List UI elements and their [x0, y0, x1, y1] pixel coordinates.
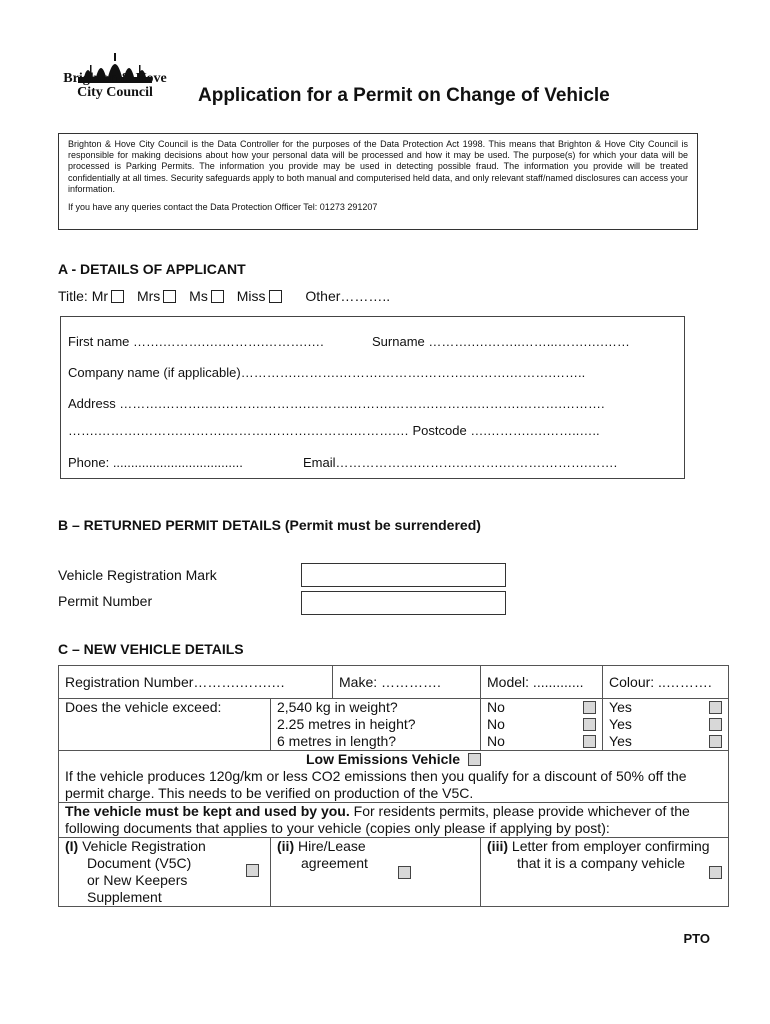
exceed-no-column [481, 699, 603, 751]
title-options [58, 288, 390, 304]
height-no-label: No [487, 716, 505, 732]
low-emissions-label: Low Emissions Vehicle [305, 751, 461, 767]
document-hire-lease [271, 838, 481, 907]
documents-row [59, 838, 729, 907]
length-yes-checkbox[interactable] [709, 735, 722, 748]
no-option [487, 699, 602, 716]
data-protection-notice [58, 133, 698, 230]
miss-checkbox[interactable] [269, 290, 282, 303]
permit-number-label: Permit Number [58, 593, 153, 609]
ms-checkbox[interactable] [211, 290, 224, 303]
height-question: 2.25 metres in height? [277, 716, 416, 732]
address-postcode-field[interactable]: …….……….……….……….……….……….……….……….… Postcode ….……….….……..….. [68, 423, 600, 438]
page-title: Application for a Permit on Change of Vehicle [198, 85, 610, 106]
new-vehicle-table [58, 665, 729, 907]
mrs-checkbox[interactable] [163, 290, 176, 303]
doc3-line2: that it is a company vehicle [517, 855, 686, 871]
length-question: 6 metres in length? [277, 733, 397, 749]
permit-number-input[interactable] [301, 591, 506, 615]
yes-option [609, 716, 722, 733]
doc1-line1: Vehicle Registration [78, 838, 206, 854]
kept-row [59, 803, 729, 838]
doc2-number: (ii) [277, 838, 295, 854]
council-name-line2: City Council [77, 85, 153, 100]
title-mrs-label: Mrs [136, 288, 161, 304]
section-c-heading: C – NEW VEHICLE DETAILS [58, 641, 244, 657]
doc2-line1: Hire/Lease [294, 838, 366, 854]
mr-checkbox[interactable] [111, 290, 124, 303]
doc1-line2: Document (V5C) [87, 855, 192, 871]
notice-paragraph-1: Brighton & Hove City Council is the Data Controller for the purposes of the Data Protection Act 1998. This means that Brighton & Hove City Council is responsible for making decisions about how your personal data will be processed and how it may be used. The purpose(s) for which your data will be processed is Parking Permits. The information you provide may be used in detecting possible fraud. The information you provide will be treated confidentially at all times. Security safeguards apply to both manual and computerised held data, and only relevant staff/named disclosures can access your information. [68, 139, 688, 194]
doc1-line3: or New Keepers [87, 872, 188, 888]
pto-label: PTO [683, 931, 710, 946]
kept-cell [59, 803, 729, 838]
council-name [60, 72, 170, 100]
weight-yes-checkbox[interactable] [709, 701, 722, 714]
title-mr-label: Title: Mr [58, 288, 109, 304]
surname-field[interactable]: Surname ……….….……..……...…….….…… [372, 334, 630, 349]
length-no-label: No [487, 733, 505, 749]
first-name-field[interactable]: First name …….……….….……….……….…. [68, 334, 324, 349]
vrm-label: Vehicle Registration Mark [58, 567, 217, 583]
registration-number-field[interactable]: Registration Number……….…….… [59, 666, 333, 699]
doc1-number: (I) [65, 838, 79, 854]
section-b-heading: B – RETURNED PERMIT DETAILS (Permit must be surrendered) [58, 517, 481, 533]
height-no-checkbox[interactable] [583, 718, 596, 731]
vehicle-details-row [59, 666, 729, 699]
doc3-number: (iii) [487, 838, 509, 854]
exceed-row [59, 699, 729, 751]
make-field[interactable]: Make: …………. [333, 666, 481, 699]
title-miss-label: Miss [236, 288, 266, 304]
employer-letter-checkbox[interactable] [709, 866, 722, 879]
doc3-line1: Letter from employer confirming [508, 838, 710, 854]
height-yes-label: Yes [609, 716, 632, 732]
weight-no-label: No [487, 699, 505, 715]
kept-text: For residents permits, please provide whichever of the following documents that applies to your vehicle (copies only please if applying by post): [65, 803, 690, 836]
exceed-label [59, 699, 271, 751]
council-name-line1: Brighton & Hove [63, 71, 167, 86]
title-ms-label: Ms [189, 288, 208, 304]
hire-lease-checkbox[interactable] [398, 866, 411, 879]
weight-no-checkbox[interactable] [583, 701, 596, 714]
emissions-row [59, 751, 729, 803]
applicant-details-box [60, 316, 685, 479]
colour-field[interactable]: Colour: ..………. [603, 666, 729, 699]
email-field[interactable]: Email……………….……….……….……….……….……. [303, 455, 618, 470]
height-yes-checkbox[interactable] [709, 718, 722, 731]
company-name-field[interactable]: Company name (if applicable)………….……….……….……….……….……….……….…….. [68, 365, 586, 380]
weight-question: 2,540 kg in weight? [277, 699, 398, 715]
no-option [487, 733, 602, 750]
v5c-checkbox[interactable] [246, 864, 259, 877]
notice-paragraph-2: If you have any queries contact the Data Protection Officer Tel: 01273 291207 [68, 202, 378, 213]
model-field[interactable]: Model: ............. [481, 666, 603, 699]
phone-field[interactable]: Phone: .................................... [68, 455, 243, 470]
emissions-cell [59, 751, 729, 803]
exceed-label-text: Does the vehicle exceed: [65, 699, 222, 715]
yes-option [609, 699, 722, 716]
address-field[interactable]: Address ……….……….….……….……….……….……….……….……….……….……….………. [68, 396, 605, 411]
weight-yes-label: Yes [609, 699, 632, 715]
emissions-text: If the vehicle produces 120g/km or less CO2 emissions then you qualify for a discount of 50% off the permit charge. This needs to be verified on production of the V5C. [65, 768, 687, 801]
no-option [487, 716, 602, 733]
exceed-questions [271, 699, 481, 751]
vrm-input[interactable] [301, 563, 506, 587]
kept-bold-text: The vehicle must be kept and used by you. [65, 803, 350, 819]
title-other-field[interactable]: Other……….. [305, 288, 391, 304]
doc2-line2: agreement [301, 855, 368, 871]
section-a-heading: A - DETAILS OF APPLICANT [58, 261, 246, 277]
low-emissions-heading [65, 751, 722, 768]
low-emissions-checkbox[interactable] [468, 753, 481, 766]
yes-option [609, 733, 722, 750]
exceed-yes-column [603, 699, 729, 751]
length-no-checkbox[interactable] [583, 735, 596, 748]
document-employer-letter [481, 838, 729, 907]
length-yes-label: Yes [609, 733, 632, 749]
doc1-line4: Supplement [87, 889, 162, 905]
document-v5c [59, 838, 271, 907]
